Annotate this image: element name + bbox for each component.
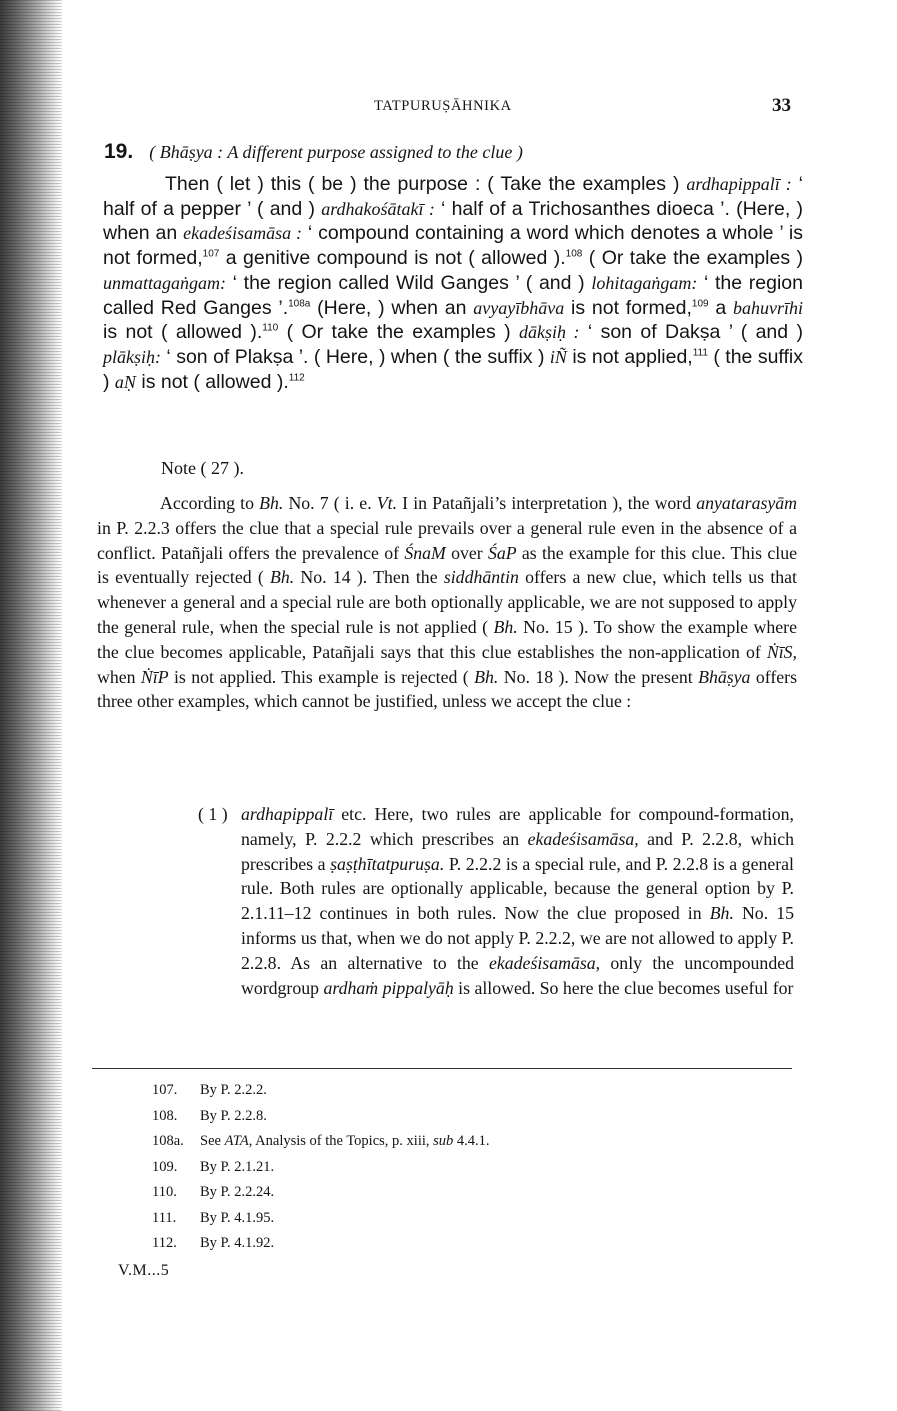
sanskrit-term: ardhapippalī :: [686, 174, 792, 194]
footnote-item: [152, 1104, 792, 1130]
footnote-ref: 111: [692, 347, 708, 359]
running-title: TATPURUṢĀHNIKA: [374, 98, 512, 114]
text-span: in P. 2.2.3 offers the clue that a special rule prevails over a general rule even in the absence of a conflict. Patañjali offers the prevalence of: [97, 517, 797, 563]
text-span: No. 18 ). Now the present: [498, 666, 699, 687]
section-heading: [104, 140, 804, 164]
footnote-number: 110.: [152, 1184, 177, 1200]
scan-binding-edge: [0, 0, 62, 1411]
italic-term: siddhāntin: [443, 567, 519, 588]
text-span: According to: [160, 493, 260, 513]
italic-term: ŚaP: [487, 542, 517, 563]
text-span: a: [708, 296, 733, 319]
footnote-item: [152, 1155, 792, 1181]
sanskrit-term: dākṣiḥ :: [519, 322, 580, 343]
sanskrit-term: unmattagaṅgam:: [103, 272, 226, 293]
text-span: is not ( allowed ).: [103, 321, 263, 344]
section-number: 19.: [104, 140, 134, 163]
italic-term: ekadeśisamāsa,: [488, 952, 601, 973]
text-span: as the example for this clue. This clue is eventually rejected (: [97, 542, 797, 588]
italic-term: anyatarasyām: [696, 493, 797, 513]
list-item-text: [241, 802, 794, 1000]
text-span: ‘ half of a Trichosanthes dioeca ’. (Here, ) when an: [103, 197, 803, 245]
section-title: ( Bhāṣya : A different purpose assigned to the clue ): [149, 142, 523, 162]
italic-term: Bh.: [270, 567, 295, 588]
italic-term: Vt.: [376, 493, 398, 513]
text-span: No. 7 ( i. e.: [283, 493, 377, 513]
text-span: is allowed. So here the clue becomes useful for: [453, 977, 794, 998]
text-span: ‘ the region called Wild Ganges ’ ( and ): [226, 271, 592, 294]
text-span: No. 15 informs us that, when we do not apply P. 2.2.2, we are not allowed to apply P. 2.2.8. As an alternative to the: [241, 903, 794, 973]
text-span: is not ( allowed ).: [135, 370, 289, 393]
footnotes-list: [152, 1078, 792, 1257]
note-paragraph: [97, 491, 797, 714]
italic-term: ŚnaM: [404, 542, 446, 563]
italic-term: ṄīP: [140, 666, 169, 687]
text-span: ( Or take the examples ): [582, 247, 804, 270]
text-span: ‘ the region called Red Ganges ’.: [103, 271, 803, 319]
text-span: a genitive compound is not ( allowed ).: [219, 247, 566, 270]
text-span: only the uncompounded wordgroup: [241, 952, 794, 998]
italic-term: Bh.: [474, 666, 499, 687]
text-span: is not applied. This example is rejected (: [168, 666, 475, 687]
sanskrit-term: avyayībhāva: [473, 297, 565, 318]
text-span: (Here, ) when an: [310, 296, 474, 319]
italic-term: ekadeśisamāsa,: [527, 828, 639, 849]
text-span: ‘ half of a pepper ’ ( and ): [103, 173, 803, 220]
italic-term: ardhapippalī: [241, 804, 334, 824]
footnote-ref: 110: [262, 322, 279, 334]
footnote-item: [152, 1180, 792, 1206]
translation-paragraph: [103, 172, 803, 394]
text-span: over: [445, 542, 488, 563]
italic-term: ṣaṣṭhītatpuruṣa.: [330, 853, 445, 874]
footnote-ref: 112: [288, 372, 305, 384]
footnote-ref: 109: [691, 298, 709, 310]
text-span: offers a new clue, which tells us that whenever a general and a special rule are both optionally applicable, we are not supposed to apply the general rule, when the special rule is not applied (: [97, 567, 797, 637]
text-span: Then ( let ) this ( be ) the purpose : ( Take the examples ): [165, 173, 687, 195]
text-span: ( Or take the examples ): [278, 321, 519, 344]
text-span: P. 2.2.2 is a special rule, and P. 2.2.8 is a general rule. Both rules are optionally applicable, because the general option by P. 2.1.11–12 continues in both rules. Now the clue proposed in: [241, 853, 794, 924]
footnote-text: See: [200, 1133, 225, 1149]
footnote-item: [152, 1078, 792, 1104]
sanskrit-term: ekadeśisamāsa :: [183, 223, 303, 244]
footnote-ref: 108a: [288, 298, 311, 310]
footnote-text: By P. 2.2.2.: [200, 1082, 267, 1098]
italic-term: Bhāṣya: [698, 666, 751, 687]
text-span: and P. 2.2.8, which prescribes a: [241, 828, 795, 874]
footnote-text: By P. 4.1.92.: [200, 1235, 275, 1251]
italic-term: Bh.: [709, 903, 734, 924]
text-span: I in Patañjali’s interpretation ), the word: [397, 493, 697, 513]
sanskrit-term: lohitagaṅgam:: [591, 272, 698, 293]
footnote-number: 111.: [152, 1209, 177, 1226]
text-span: No. 14 ). Then the: [294, 567, 444, 588]
footnote-item: [152, 1206, 792, 1232]
footnote-number: 107.: [152, 1082, 178, 1098]
italic-term: Bh.: [493, 616, 518, 637]
footnote-number: 108a.: [152, 1133, 184, 1149]
footnote-text: By P. 2.1.21.: [200, 1158, 275, 1175]
sanskrit-term: plākṣiḥ:: [103, 346, 161, 367]
footnote-text: By P. 2.2.24.: [200, 1184, 275, 1200]
text-span: ( the suffix ): [103, 345, 803, 393]
list-item-number: ( 1 ): [198, 804, 228, 824]
italic-term: ṄīS,: [766, 641, 797, 662]
italic-term: ardhaṁ pippalyāḥ: [323, 977, 454, 998]
footnote-item: [152, 1129, 792, 1155]
footnote-ref: 107: [202, 248, 220, 260]
footnote-text: By P. 2.2.8.: [200, 1107, 267, 1124]
text-span: when: [97, 666, 141, 687]
footnote-italic: ATA: [224, 1133, 249, 1149]
text-span: ‘ compound containing a word which denotes a whole ’ is not formed,: [103, 222, 803, 270]
text-span: is not applied,: [566, 345, 693, 368]
sanskrit-term: ardhakośātakī :: [321, 198, 435, 219]
printer-signature: V.M...5: [118, 1262, 170, 1279]
text-span: is not formed,: [564, 296, 692, 319]
footnote-item: [152, 1231, 792, 1257]
footnote-number: 108.: [152, 1107, 178, 1124]
sanskrit-term: bahuvrīhi: [733, 297, 803, 318]
text-span: ‘ son of Plakṣa ’. ( Here, ) when ( the suffix ): [161, 345, 550, 368]
footnote-divider: [92, 1068, 792, 1069]
footnote-number: 112.: [152, 1235, 177, 1251]
page-header: [0, 95, 897, 118]
note-label: Note ( 27 ).: [161, 458, 244, 478]
page-number: 33: [772, 95, 791, 116]
sanskrit-term: iÑ: [549, 346, 567, 367]
footnote-text: By P. 4.1.95.: [200, 1209, 275, 1226]
footnote-text: 4.4.1.: [453, 1133, 490, 1149]
text-span: ‘ son of Dakṣa ’ ( and ): [579, 321, 803, 344]
footnote-number: 109.: [152, 1158, 178, 1175]
footnote-ref: 108: [565, 248, 583, 260]
italic-term: Bh.: [259, 493, 284, 513]
footnote-italic: sub: [433, 1133, 454, 1149]
footnote-text: , Analysis of the Topics, p. xiii,: [248, 1133, 434, 1149]
text-span: offers three other examples, which cannot be justified, unless we accept the clue :: [97, 666, 797, 712]
sanskrit-term: aṆ: [114, 371, 136, 392]
text-span: No. 15 ). To show the example where the clue becomes applicable, Patañjali says that this clue establishes the non-application of: [97, 616, 797, 662]
text-span: etc. Here, two rules are applicable for compound-formation, namely, P. 2.2.2 which prescribes an: [241, 804, 794, 849]
